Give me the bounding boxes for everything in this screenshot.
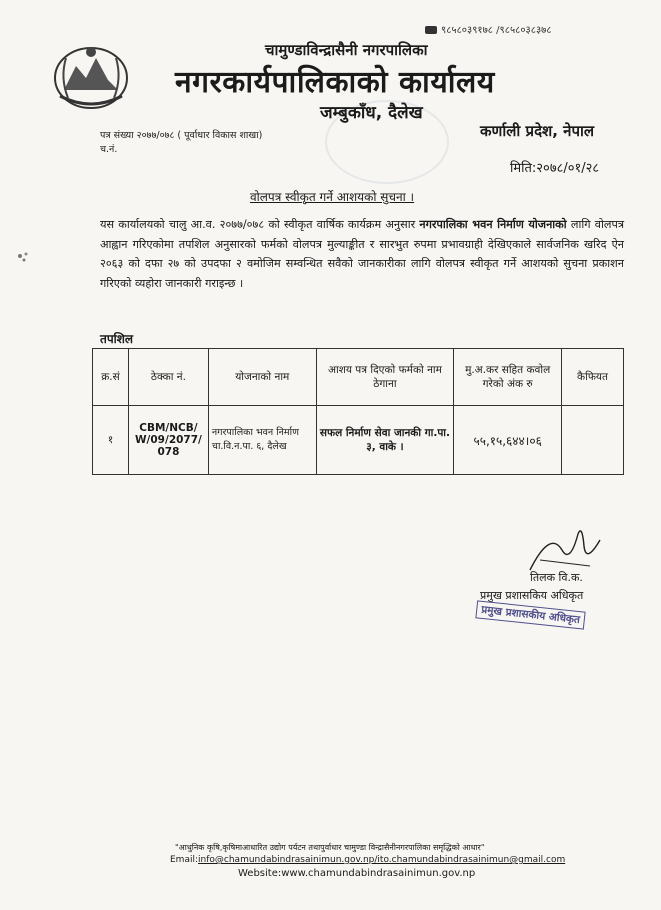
header-sn: क्र.सं	[93, 349, 129, 406]
header-contract: ठेक्का नं.	[128, 349, 208, 406]
phone-numbers	[425, 22, 552, 36]
cell-sn: १	[93, 406, 129, 475]
footer-slogan: "आधुनिक कृषि,कृषिमाआधारित उद्योग पर्यटन तथापुर्वाधार चामुण्डा विन्द्रासैनीनगरपालिका समृद्धिको आधार"	[175, 843, 485, 852]
dispatch-number: च.नं.	[100, 144, 118, 155]
phone-text: ९८५८०३९१७८ /९८५८०३८३७८	[441, 25, 552, 36]
table-row	[93, 406, 624, 475]
cell-firm: सफल निर्माण सेवा जानकी गा.पा. ३, वाके ।	[316, 406, 454, 475]
email-label: Email:	[170, 855, 199, 865]
table-header-row	[93, 349, 624, 406]
footer-website[interactable]: Website:www.chamundabindrasainimun.gov.np	[238, 868, 476, 879]
header-amount: मु.अ.कर सहित कवोल गरेको अंक रु	[454, 349, 562, 406]
phone-icon	[425, 26, 437, 34]
body-prefix: यस कार्यालयको चालु आ.व. २०७७/०७८ को स्वीकृत वार्षिक कार्यक्रम अनुसार	[100, 218, 420, 231]
body-project-name: नगरपालिका भवन निर्माण योजनाको	[419, 218, 567, 231]
header-project: योजनाको नाम	[208, 349, 316, 406]
signatory-name: तिलक वि.क.	[530, 571, 583, 584]
project-name: नगरपालिका भवन निर्माण	[211, 427, 299, 438]
body-suffix: लागि वोलपत्र आह्वान गरिएकोमा तपशिल अनुसारको फर्मको वोलपत्र मुल्याङ्कीत र सारभुत रुपमा प्रभावग्राही देखिएकाले सार्वजनिक खरिद ऐन २०६३ को दफा २७ को उपदफा २ वमोजिम सम्वन्धित सवैको जानकारीका लागि वोलपत्र स्वीकृत गर्ने आशयको सुचना प्रकाशन गरिएको व्यहोरा जानकारी गराइन्छ ।	[100, 218, 624, 290]
cell-project	[208, 406, 316, 475]
municipality-name: चामुण्डाविन्द्रासैनी नगरपालिका	[265, 41, 428, 59]
province-name: कर्णाली प्रदेश, नेपाल	[480, 122, 595, 140]
email-link[interactable]: info@chamundabindrasainimun.gov.np/ito.chamundabindrasainimun@gmail.com	[198, 855, 566, 865]
nepal-emblem-logo	[46, 38, 136, 116]
cell-amount: ५५,१५,६४४।०६	[454, 406, 562, 475]
office-title: नगरकार्यपालिकाको कार्यालय	[175, 65, 495, 100]
project-location: चा.वि.न.पा. ६, दैलेख	[211, 441, 287, 452]
cell-remarks	[562, 406, 624, 475]
notice-subject: वोलपत्र स्वीकृत गर्ने आशयको सुचना ।	[250, 190, 415, 204]
office-location: जम्बुकाँध, दैलेख	[320, 103, 423, 123]
letter-date: मिति:२०७८/०१/२८	[510, 161, 600, 176]
ink-spot	[14, 250, 34, 264]
notice-body	[100, 215, 624, 293]
header-firm: आशय पत्र दिएको फर्मको नाम ठेगाना	[316, 349, 454, 406]
bid-table	[92, 348, 624, 475]
cell-contract: CBM/NCB/ W/09/2077/ 078	[128, 406, 208, 475]
header-remarks: कैफियत	[562, 349, 624, 406]
faint-stamp	[325, 100, 449, 184]
official-stamp: प्रमुख प्रशासकीय अधिकृत	[475, 600, 586, 629]
details-label: तपशिल	[100, 332, 134, 346]
footer-email-line	[170, 855, 565, 865]
letter-reference: पत्र संख्या २०७७/०७८ ( पूर्वाधार विकास शाखा)	[100, 130, 263, 141]
signatory-role: प्रमुख प्रशासकिय अधिकृत	[480, 589, 584, 602]
